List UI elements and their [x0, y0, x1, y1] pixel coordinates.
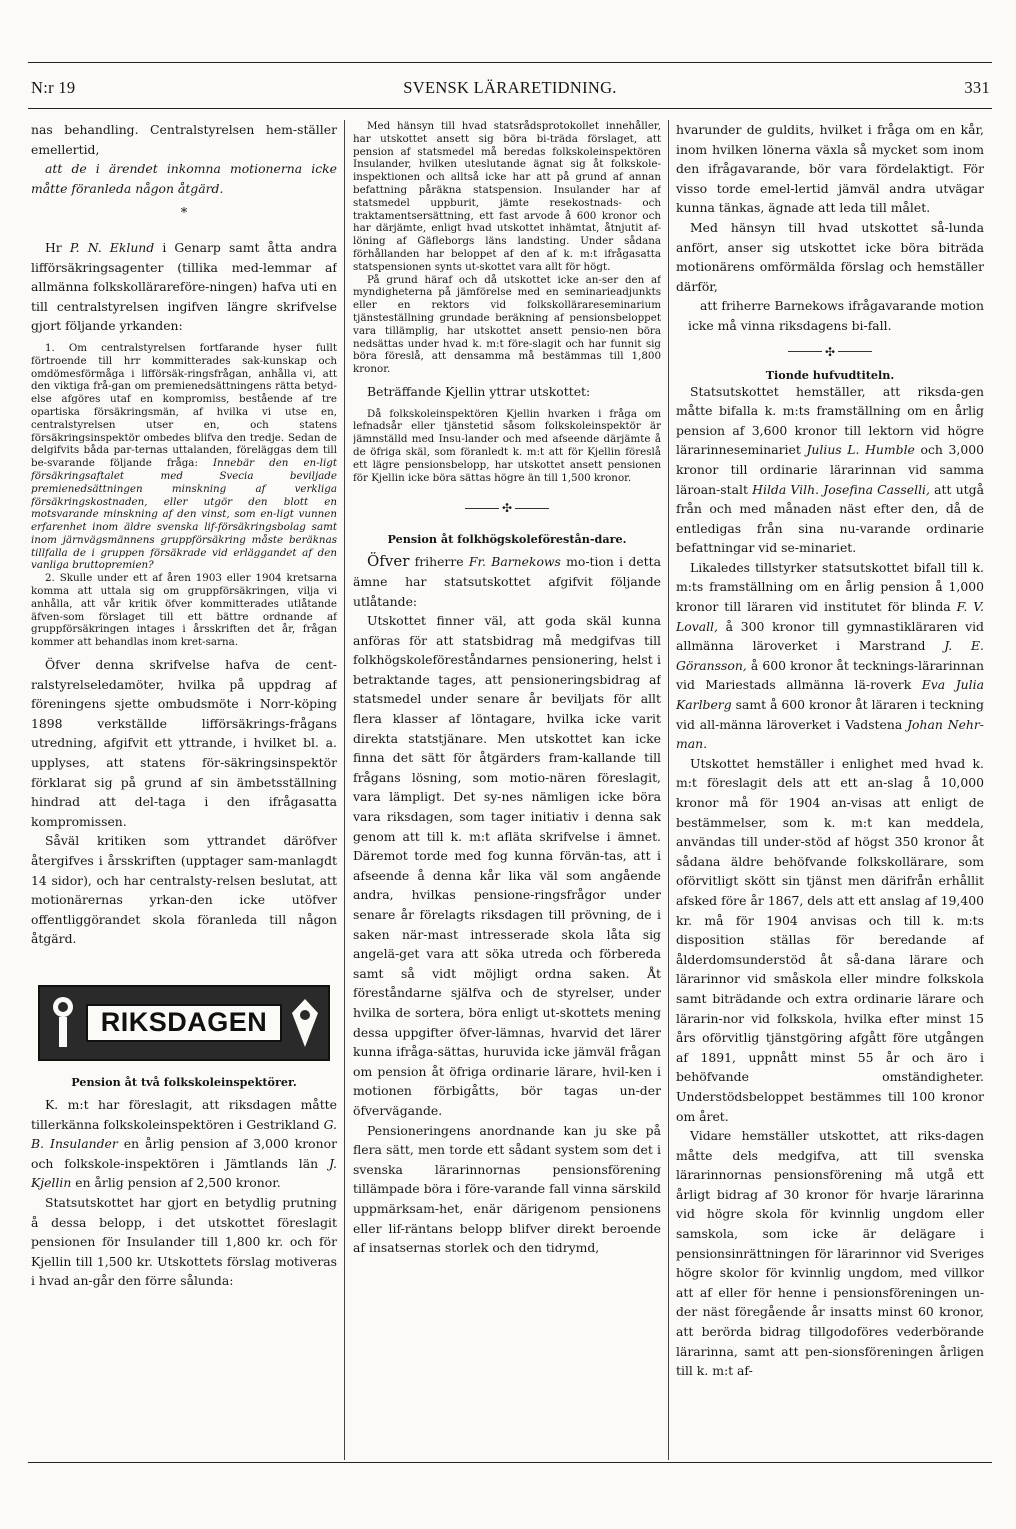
paragraph: Öfver friherre Fr. Barnekows mo-tion i detta ämne har statsutskottet afgifvit följande utlåtande:	[353, 552, 661, 609]
banner-frame	[86, 1004, 282, 1042]
bottom-rule	[28, 1462, 992, 1463]
top-rule	[28, 62, 992, 63]
person-name: Julius L. Humble	[806, 442, 915, 458]
newspaper-page	[28, 62, 992, 1472]
paragraph: Öfver denna skrifvelse hafva de cent-ralstyrelseledamöter, hvilka på uppdrag af föreningens sjette ombudsmöte i Norr-köping 1898 verkställde lifförsäkrings-frågans utredning, afgifvit ett yttrande, i hvilket bl. a. upplyses, att statens för-säkringsinspektör förklarat sig på grund af sin ämbetsställning hindrad att del-taga i den ifrågasatta kompromissen.	[31, 657, 337, 829]
column-3	[676, 120, 984, 1460]
resolution-italic: att de i ärendet inkomna motionerna icke måtte föranleda någon åtgärd.	[31, 161, 337, 196]
section-heading: Pension åt två folkskoleinspektörer.	[71, 1074, 297, 1089]
quoted-report: Då folkskoleinspektören Kjellin hvarken i fråga om lefnadsår eller tjänstetid såsom folkskoleinspektör är jämnställd med Insu-lander och med afseende därjämte å de öfriga skäl, som föranledt k. m:t att för Kjellin föreslå ett lägre pensionsbelopp, har utskottet ansett pensionen för Kjellin icke böra sättas högre än till 1,500 kronor.	[353, 407, 661, 484]
person-name: J. Kjellin	[31, 1155, 337, 1191]
paragraph: K. m:t har föreslagit, att riksdagen måtte tillerkänna folkskoleinspektören i Gestrikland G. B. Insulander en årlig pension af 3,000 kronor och folkskole-inspektören i Jämtlands län J. Kjellin en årlig pension af 2,500 kronor.	[31, 1096, 337, 1191]
running-header	[28, 78, 992, 102]
person-name: P. N. Eklund	[69, 239, 155, 255]
person-name: Fr. Barnekows	[468, 554, 561, 570]
quoted-claim-2: 2. Skulle under ett af åren 1903 eller 1904 kretsarna komma att uttala sig om gruppförsäkringen, vilja vi anhålla, att vår kritik öfver kommitterades utlåtande äfven-som förslaget till ett bättre ordnande af gruppförsäkringen intages i årsskriften det år, frågan kommer att behandlas inom kret-sarna.	[31, 572, 337, 649]
person-name: Johan Nehr-man.	[676, 716, 984, 752]
column-divider-2	[668, 120, 669, 1460]
paragraph: hvarunder de guldits, hvilket i fråga om en kår, inom hvilken lönerna växla så mycket som inom den ifrågavarande, bör vara fördelaktigt. För visso torde emel-lertid jämväl andra utvägar kunna tänkas, ägnade att leda till målet.	[676, 122, 984, 216]
page-number: 331	[964, 78, 990, 97]
column-2	[353, 120, 661, 1460]
paragraph: Hr P. N. Eklund i Genarp samt åtta andra lifförsäkringsagenter (tillika med-lemmar af allmänna folkskollärareföre-ningen) hafva uti en till centralstyrelsen ingifven längre skrifvelse gjort följande yrkanden:	[31, 239, 337, 334]
quoted-claim-1: 1. Om centralstyrelsen fortfarande hyser fullt förtroende till hrr kommitterades sak-kunskap och omdömesförmåga i lifförsäk-ringsfrågan, anhålla vi, att den viktiga frå-gan om premienedsättningens rätta betyd-else afgöres utaf en kompromiss, bestående af tre opartiska försäkringsmän, af hvilka vi utse en, centralstyrelsen utser en, och statens försäkringsinspektör ombedes blifva den tredje. Sedan de delgifvits båda par-ternas uttalanden, föreläggas dem till be-svarande följande fråga: Innebär den en-ligt försäkringsaftalet med Svecia beviljade premienedsättningen minskning af verkliga försäkringskostnaden, eller utgör den blott en motsvarande minskning af den vinst, som en-ligt vunnen erfarenhet inom äldre svenska lif-försäkringsbolag samt inom järnvägsmännens gruppförsäkring måste beräknas tillfalla de i gruppen försäkrade vid erläggandet af den vanliga bruttopremien?	[31, 341, 337, 572]
paragraph: Statsutskottet har gjort en betydlig prutning å dessa belopp, i det utskottet föreslagit pensionen för Insulander till 1,800 kr. och för Kjellin till 1,500 kr. Utskottets förslag motiveras i hvad an-går den förre sålunda:	[31, 1194, 337, 1289]
person-name: F. V. Lovall,	[676, 599, 984, 634]
section-star: *	[180, 206, 188, 222]
quoted-report: Med hänsyn till hvad statsrådsprotokollet innehåller, har utskottet ansett sig böra bi-träda förslaget, att pension af statsmedel må beredas folkskoleinspektören Insulander, hvilken uteslutande ägnat sig åt folkskole-inspektionen och alltså icke har att på grund af annan befattning påräkna statspension. Insulander har af statsmedel uppburit, jämte resekostnads- och traktamentsersättning, ett fast arvode å 600 kronor och har därjämte, enligt hvad utskottet inhämtat, åtnjutit af-löning af Gäfleborgs läns landsting. Under sådana förhållanden har beloppet af den af k. m:t ifrågasatta statspensionen synts ut-skottet vara allt för högt.	[353, 120, 661, 273]
riksdagen-banner	[38, 985, 330, 1061]
resolution: att friherre Barnekows ifrågavarande motion icke må vinna riksdagens bi-fall.	[688, 298, 984, 333]
paragraph: Pensioneringens anordnande kan ju ske på flera sätt, men torde ett sådant system som det i svenska lärarinnornas pensionsförening tillämpade böra i före-varande fall vinna särskild uppmärksam-het, enär därigenom pensionens eller lif-räntans belopp blifver direkt beroende af insatsernas storlek och den tidrymd,	[353, 1122, 661, 1256]
quoted-report: På grund häraf och då utskottet icke an-ser den af myndigheterna på jämförelse med en seminarieadjunkts eller en rektors vid folkskollärareseminarium tjänsteställning grundade beräkning af pensionsbeloppet vara tillämplig, har utskottet ansett pensio-nen böra nedsättas under hvad k. m:t före-slagit och har funnit sig böra föreslå, att densamma må bestämmas till 1,800 kronor.	[353, 273, 661, 376]
paragraph: Statsutskottet hemställer, att riksda-gen måtte bifalla k. m:ts framställning om en årlig pension af 3,600 kronor till lektorn vid högre lärarinneseminariet Julius L. Humble och 3,000 kronor till ordinarie lärarinnan vid samma läroan-stalt Hilda Vilh. Josefina Casselli, att utgå från och med månaden näst efter den, då de entledigas från sina nu-varande ordinarie befattningar vid se-minariet.	[676, 383, 984, 556]
paragraph: Med hänsyn till hvad utskottet så-lunda anfört, anser sig utskottet icke böra biträda motionärens omförmälda förslag och hemställer därför,	[676, 219, 984, 294]
paragraph: nas behandling. Centralstyrelsen hem-ställer emellertid,	[31, 122, 337, 157]
section-divider-ornament: ✣	[353, 502, 661, 514]
ornament-right	[286, 993, 324, 1053]
person-name: J. E. Göransson,	[676, 638, 984, 673]
publication-title: SVENSK LÄRARETIDNING.	[403, 78, 617, 97]
paragraph: Utskottet hemställer i enlighet med hvad k. m:t föreslagit dels att ett an-slag å 10,000 kronor må för 1904 an-visas att enligt de bestämmelser, som k. m:t kan meddela, användas till under-stöd af högst 350 kronor åt sådana äldre behöfvande folkskollärare, som oförvitligt skött sin tjänst men därifrån erhållit afsked före år 1867, dels att ett anslag af 19,400 kr. må för 1904 anvisas och till k. m:ts disposition ställas för beredande af ålderdomsunderstöd åt så-dana lärare och lärarinnor vid småskola eller mindre folkskola samt biträdande och extra ordinarie lärare och lärarin-nor vid folkskola, hvilka efter minst 15 års oförvitlig tjänstgöring afgått före utgången af 1891, uppnått minst 55 år och äro i behöfvande omständigheter. Understödsbeloppet bestämmes till 100 kronor om året.	[676, 755, 984, 1124]
column-divider-1	[344, 120, 345, 1460]
paragraph: Vidare hemställer utskottet, att riks-dagen måtte dels medgifva, att till svenska lärarinnornas pensionsförening må utgå ett årligt bidrag af 30 kronor för hvarje lärarinna vid högre skola för kvinnlig ungdom eller samskola, som icke är delägare i pensionsinrättningen för lärarinnor vid Sveriges högre skolor för kvinnlig ungdom, med villkor att af eller för henne i pensionsföreningen un-der näst föregående år insatts minst 60 kronor, att berörda bidrag tillgodoföres vederbörande lärarinna, samt att pen-sionsföreningen årligen till k. m:t af-	[676, 1128, 984, 1379]
paragraph: Beträffande Kjellin yttrar utskottet:	[367, 383, 591, 399]
person-name: Eva Julia Karlberg	[676, 677, 984, 713]
column-1	[31, 120, 337, 1460]
paragraph: Utskottet finner väl, att goda skäl kunna anföras för att statsbidrag må medgifvas till folkhögskoleföreståndarnes pensionering, helst i betraktande tages, att pensioneringsbidrag af statsmedel under senare år beviljats för allt flera klasser af löntagare, hvilka icke varit direkta statstjänare. Men utskottet kan icke finna det sätt för åtgärders fram-kallande till frågans lösning, som motio-nären föreslagit, vara lämpligt. Det sy-nes nämligen icke böra vara riksdagen, som tager initiativ i denna sak genom att till k. m:t afläta skrifvelse i ämnet. Däremot torde med fog kunna förvän-tas, att i afseende å denna kår lika väl som angående andra, hvilkas pensione-ringsfrågor under senare år förelagts riksdagen till prövning, de i saken när-mast intresserade skola låta sig angelä-get vara att söka utreda och förbereda samt så vidt möjligt ordna saken. Åt föreståndarne själfva och de styrelser, under hvilka de sortera, böra enligt ut-skottets mening dessa uppgifter öfver-lämnas, hvarvid det lärer kunna ifråga-sättas, huruvida icke jämväl frågan om pension åt öfriga ordinarie lärare, hvil-ken i motionen förbigåtts, bör tagas un-der öfvervägande.	[353, 613, 661, 1118]
section-divider-ornament: ✣	[676, 346, 984, 358]
issue-number: N:r 19	[31, 78, 76, 97]
paragraph: Såväl kritiken som yttrandet däröfver återgifves i årsskriften (upptager sam-manlagdt 14 sidor), och har centralsty-relsen beslutat, att motionärernas yrkan-den icke utöfver offentliggörandet skola föranleda till någon åtgärd.	[31, 833, 337, 947]
section-heading: Tionde hufvudtiteln.	[765, 367, 895, 382]
person-name: G. B. Insulander	[31, 1116, 337, 1152]
person-name: Hilda Vilh. Josefina Casselli,	[752, 481, 930, 497]
section-heading: Pension åt folkhögskoleförestån-dare.	[387, 532, 627, 547]
ornament-left	[44, 993, 82, 1053]
header-rule	[28, 108, 992, 109]
paragraph: Likaledes tillstyrker statsutskottet bifall till k. m:ts framställning om en årlig pension å 1,000 kronor till läraren vid institutet för blinda F. V. Lovall, å 300 kronor till gymnastikläraren vid allmänna läroverket i Marstrand J. E. Göransson, å 600 kronor åt tecknings-lärarinnan vid Mariestads allmänna lä-roverk Eva Julia Karlberg samt å 600 kronor åt läraren i teckning vid all-männa läroverket i Vadstena Johan Nehr-man.	[676, 559, 984, 752]
banner-title: RIKSDAGEN	[100, 1007, 268, 1038]
